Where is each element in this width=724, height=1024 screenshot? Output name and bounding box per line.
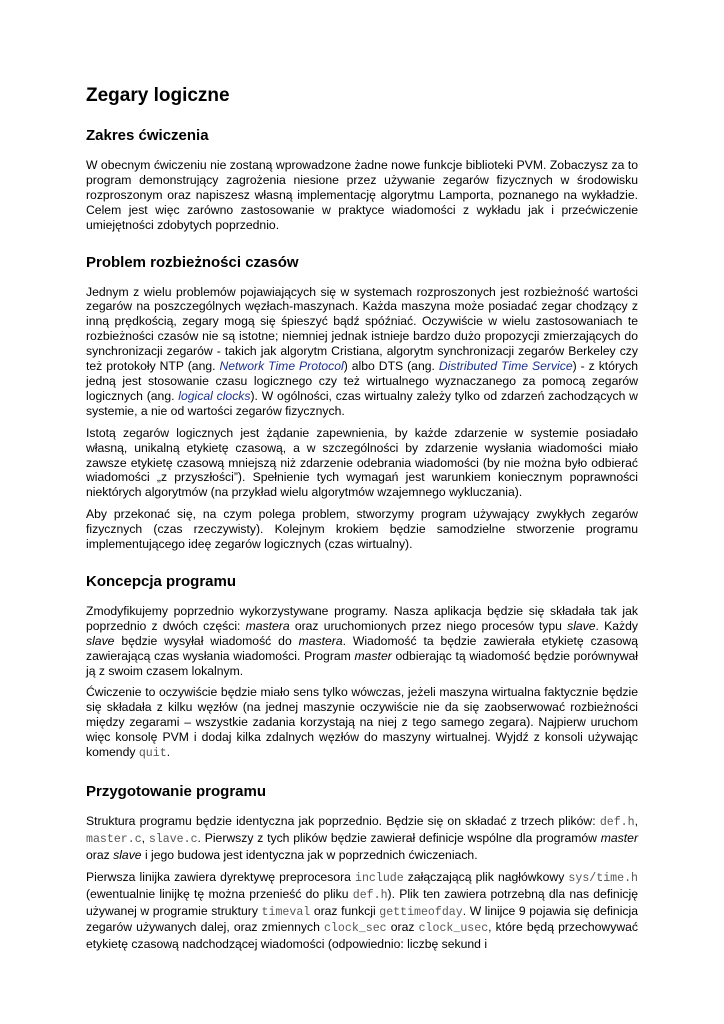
emphasis: mastera — [298, 633, 343, 648]
paragraph — [86, 814, 638, 863]
section-heading: Koncepcja programu — [86, 572, 237, 590]
text-run: ) albo DTS (ang. — [343, 359, 439, 374]
text-run: . W linijce 9 pojawia się definicja zegarów używanych dalej, oraz zmiennych — [86, 903, 638, 935]
code-inline: quit — [138, 747, 167, 761]
emphasis: slave — [86, 633, 115, 648]
text-run: załączającą plik nagłówkowy — [403, 869, 569, 884]
paragraph — [86, 685, 638, 762]
code-inline: gettimeofday — [379, 905, 463, 919]
paragraph: Aby przekonać się, na czym polega problem, stworzymy program używający zwykłych zegarów fizycznych (czas rzeczywisty). Kolejnym krokiem będzie samodzielne stworzenie programu implementującego ideę zegarów logicznych (czas wirtualny). — [86, 507, 638, 552]
section-heading: Zakres ćwiczenia — [86, 127, 209, 144]
code-inline: def.h — [352, 888, 388, 902]
text-run: ). W ogólności, czas wirtualny zależy tylko od zdarzeń zachodzących w systemie, a nie od wartości zegarów fizycznych. — [86, 388, 638, 418]
term-link[interactable]: logical clocks — [178, 388, 251, 403]
emphasis: master — [354, 648, 392, 663]
paragraph — [86, 285, 638, 419]
text-run: . Pierwszy z tych plików będzie zawierał definicje wspólne dla programów — [197, 830, 601, 845]
section-heading: Problem rozbieżności czasów — [86, 253, 299, 271]
section-problem — [86, 253, 638, 552]
code-inline: def.h — [599, 816, 635, 829]
code-inline: include — [355, 871, 404, 885]
text-run: . — [166, 745, 171, 760]
page-title: Zegary logiczne — [86, 85, 230, 106]
text-run: oraz funkcji — [310, 903, 380, 918]
paragraph — [86, 870, 638, 953]
emphasis: slave — [567, 618, 596, 633]
code-inline: clock_usec — [418, 922, 489, 936]
text-run: Ćwiczenie to oczywiście będzie miało sens tylko wówczas, jeżeli maszyna wirtualna faktycznie będzie się składała z kilku węzłów (na jednej maszynie oczywiście nie da się zaobserwować rozbieżności między zegarami – wszystkie zadania korzystają na niej z tego samego zegara). Najpierw uruchom więc konsolę PVM i dodaj kilka zdalnych węzłów do maszyny wirtualnej. Wyjdź z konsoli używając komendy — [86, 685, 638, 760]
text-run: . Każdy — [595, 618, 638, 633]
code-inline: slave.c — [148, 832, 198, 846]
emphasis: slave — [113, 847, 142, 862]
text-run: będzie wysyłał wiadomość do — [114, 633, 299, 648]
text-run: . Wiadomość ta będzie zawierała etykietę czasową zawierającą czas wysłania wiadomości. Program — [86, 633, 639, 663]
code-inline: clock_sec — [324, 922, 387, 936]
text-run: Struktura programu będzie identyczna jak poprzednio. Będzie się on składać z trzech plików: — [86, 814, 600, 828]
text-run: oraz — [386, 920, 419, 935]
paragraph: W obecnym ćwiczeniu nie zostaną wprowadzone żadne nowe funkcje biblioteki PVM. Zobaczysz za to program demonstrujący zagrożenia niesione przez używanie zegarów fizycznych w środowisku rozproszonym oraz napiszesz własną implementację algorytmu Lamporta, poznanego na wykładzie. Celem jest więc zarówno zastosowanie w praktyce wiadomości z wykładu jak i przećwiczenie umiejętności zdobytych poprzednio. — [86, 158, 638, 232]
text-run: odbierając tą wiadomość będzie porównywał ją z swoim czasem lokalnym. — [86, 648, 638, 678]
emphasis: mastera — [245, 618, 290, 633]
text-run: , które będą przechowywać etykietę czasową nadchodzącej wiadomości (odpowiednio: liczbę sekund i — [86, 920, 639, 952]
section-przygotowanie — [86, 782, 638, 952]
code-inline: timeval — [261, 905, 311, 919]
section-koncepcja — [86, 572, 638, 762]
text-run: Zmodyfikujemy poprzednio wykorzystywane programy. Nasza aplikacja będzie się składała tak jak poprzednio z dwóch części: — [86, 603, 638, 633]
text-run: ) - z których jedną jest stosowanie czasu logicznego czy też wirtualnego wyznaczanego za pomocą zegarów logicznych (ang. — [86, 359, 638, 403]
text-run: ). Plik ten zawiera potrzebną dla nas definicję używanej w programie struktury — [86, 886, 638, 918]
text-run: oraz uruchomionych przez niego procesów typu — [289, 618, 568, 633]
text-run: , — [634, 814, 638, 828]
text-run: Pierwsza linijka zawiera dyrektywę preprocesora — [86, 869, 356, 884]
text-run: , — [141, 830, 149, 845]
text-run: oraz — [86, 847, 114, 862]
section-zakres — [86, 126, 638, 233]
paragraph — [86, 604, 638, 679]
text-run: i jego budowa jest identyczna jak w poprzednich ćwiczeniach. — [141, 847, 478, 862]
document-page — [86, 84, 638, 972]
section-heading: Przygotowanie programu — [86, 783, 267, 800]
code-inline: master.c — [86, 832, 142, 846]
emphasis: master — [600, 830, 638, 845]
code-inline: sys/time.h — [568, 871, 638, 885]
paragraph: Istotą zegarów logicznych jest żądanie zapewnienia, by każde zdarzenie w systemie posiadało własną, unikalną etykietę czasową, a w szczególności by zdarzenie wysłania wiadomości miało zawsze etykietę czasową mniejszą niż zdarzenie odebrania wiadomości (by nie można było odbierać wiadomości „z przyszłości”). Spełnienie tych wymagań jest warunkiem koniecznym poprawności niektórych algorytmów (na przykład wielu algorytmów wzajemnego wykluczania). — [86, 425, 638, 500]
term-link[interactable]: Distributed Time Service — [438, 359, 573, 374]
text-run: Jednym z wielu problemów pojawiających się w systemach rozproszonych jest rozbieżność wartości zegarów na poszczególnych węzłach-maszynach. Każda maszyna może posiadać zegar chodzący z inną prędkością, zegary mogą się śpieszyć bądź spóźniać. Oczywiście w wielu zastosowaniach te rozbieżności czasów nie są istotne; niemniej jednak istnieje bardzo dużo propozycji zmierzających do synchronizacji zegarów - takich jak algorytm Cristiana, algorytm synchronizacji zegarów Berkeley czy też protokoły NTP (ang. — [86, 284, 638, 374]
text-run: (ewentualnie linijkę tę można przenieść do pliku — [86, 886, 353, 901]
term-link[interactable]: Network Time Protocol — [219, 359, 344, 374]
